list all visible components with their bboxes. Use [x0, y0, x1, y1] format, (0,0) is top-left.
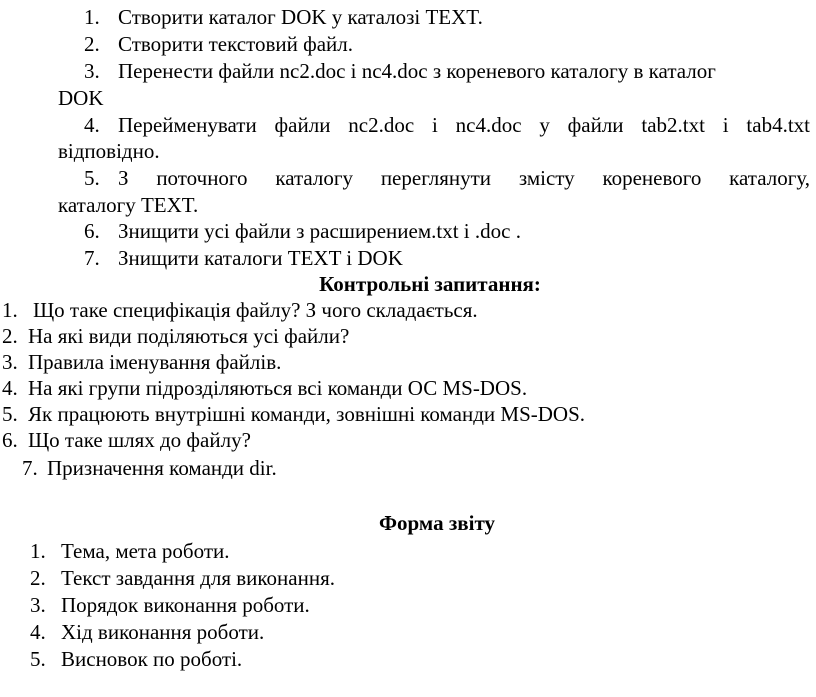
task-number: 3. [84, 59, 100, 83]
report-text: Хід виконання роботи. [61, 620, 265, 644]
question-number: 5. [2, 402, 18, 426]
report-text: Тема, мета роботи. [61, 539, 230, 563]
question-text: Що таке шлях до файлу? [28, 428, 251, 452]
task-text: Створити текстовий файл. [118, 32, 354, 56]
report-heading: Форма звіту [379, 511, 495, 535]
report-text: Висновок по роботі. [61, 647, 243, 671]
question-number: 3. [2, 350, 18, 374]
task-text: З поточного каталогу переглянути змісту кореневого каталогу, [118, 166, 810, 190]
report-number: 3. [30, 593, 46, 617]
question-text: На які види поділяються усі файли? [28, 324, 350, 348]
question-number: 6. [2, 428, 18, 452]
question-text: Правила іменування файлів. [28, 350, 282, 374]
report-number: 5. [30, 647, 46, 671]
task-text-continuation: каталогу TEXT. [58, 193, 199, 217]
report-number: 4. [30, 620, 46, 644]
question-text: Призначення команди dir. [47, 456, 277, 480]
task-text: Перенести файли nc2.doc і nc4.doc з кореневого каталогу в каталог [118, 59, 716, 83]
question-number: 4. [2, 376, 18, 400]
task-number: 7. [84, 246, 100, 270]
question-text: На які групи підрозділяються всі команди ОС MS-DOS. [28, 376, 528, 400]
task-number: 6. [84, 219, 100, 243]
task-number: 4. [84, 113, 100, 137]
question-text: Що таке специфікація файлу? З чого складається. [33, 298, 478, 322]
task-text: Створити каталог DOK у каталозі TEXT. [118, 5, 483, 29]
question-number: 7. [22, 456, 38, 480]
report-number: 1. [30, 539, 46, 563]
question-text: Як працюють внутрішні команди, зовнішні команди MS-DOS. [28, 402, 586, 426]
task-text-continuation: відповідно. [58, 139, 160, 163]
task-number: 5. [84, 166, 100, 190]
task-number: 2. [84, 32, 100, 56]
report-number: 2. [30, 566, 46, 590]
task-number: 1. [84, 5, 100, 29]
question-number: 1. [2, 298, 18, 322]
report-text: Текст завдання для виконання. [61, 566, 335, 590]
task-text: Перейменувати файли nc2.doc і nc4.doc у файли tab2.txt і tab4.txt [118, 113, 810, 137]
task-text: Знищити каталоги TEXT і DOK [118, 246, 403, 270]
question-number: 2. [2, 324, 18, 348]
report-text: Порядок виконання роботи. [61, 593, 310, 617]
task-text-continuation: DOK [58, 86, 104, 110]
questions-heading: Контрольні запитання: [319, 272, 541, 296]
task-text: Знищити усі файли з расширением.txt і .doc . [118, 219, 521, 243]
